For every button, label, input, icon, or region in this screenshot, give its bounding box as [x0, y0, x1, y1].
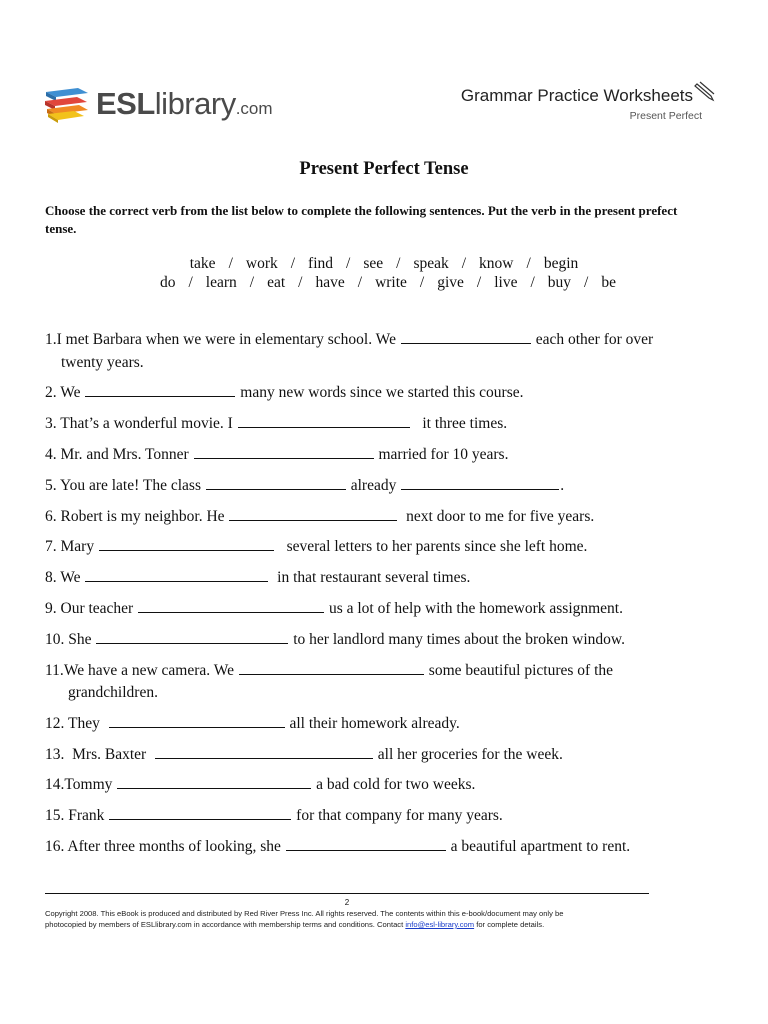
question-text-after: in that restaurant several times.: [277, 569, 471, 586]
question-number: 5.: [45, 477, 57, 494]
stacked-books-icon: [44, 84, 90, 124]
logo-esl: ESL: [96, 86, 155, 121]
verb-option: learn: [205, 274, 237, 291]
verb-option: write: [375, 274, 407, 291]
question-7: [45, 536, 587, 558]
question-13: [45, 744, 563, 766]
worksheet-title: Present Perfect Tense: [299, 159, 469, 179]
question-text-before: Mrs. Baxter: [72, 746, 147, 763]
question-number: 2.: [45, 384, 57, 401]
question-4: [45, 444, 508, 466]
question-5: [45, 475, 564, 497]
question-2: [45, 382, 524, 404]
verb-separator: /: [249, 274, 255, 291]
question-text-before: After three months of looking, she: [67, 838, 281, 855]
question-1: [45, 329, 653, 351]
answer-blank[interactable]: [238, 414, 410, 428]
question-3: [45, 413, 507, 435]
question-number: 3.: [45, 415, 57, 432]
verb-option: give: [437, 274, 464, 291]
question-16: [45, 836, 630, 858]
question-number: 13.: [45, 746, 65, 763]
question-text-after: some beautiful pictures of the: [428, 662, 614, 679]
question-text-before: Frank: [68, 807, 105, 824]
verb-option: begin: [543, 255, 579, 272]
verb-option: live: [494, 274, 518, 291]
verb-separator: /: [584, 274, 589, 291]
question-text-after: next door to me for five years.: [406, 508, 595, 525]
verb-separator: /: [298, 274, 303, 291]
logo-wordmark: [96, 86, 273, 122]
question-text-after: many new words since we started this course.: [240, 384, 524, 401]
verb-bank-row-1: [0, 255, 768, 273]
question-text-after: a beautiful apartment to rent.: [450, 838, 631, 855]
question-15: [45, 805, 503, 827]
question-text-after: .: [560, 477, 565, 494]
verb-option: buy: [547, 274, 572, 291]
question-text-before: Mr. and Mrs. Tonner: [60, 446, 189, 463]
verb-separator: /: [188, 274, 193, 291]
pencil-icon: [694, 80, 716, 102]
answer-blank[interactable]: [401, 476, 559, 490]
verb-option: do: [159, 274, 176, 291]
question-number: 6.: [45, 508, 57, 525]
question-text-before: We have a new camera. We: [63, 662, 235, 679]
question-11: [45, 660, 613, 682]
question-text-after: all their homework already.: [289, 715, 460, 732]
esl-library-logo[interactable]: [44, 84, 273, 124]
question-number: 14.: [45, 776, 65, 793]
answer-blank[interactable]: [194, 445, 374, 459]
verb-separator: /: [357, 274, 363, 291]
question-number: 9.: [45, 600, 57, 617]
question-text-after: it three times.: [422, 415, 508, 432]
question-number: 8.: [45, 569, 57, 586]
question-text-before: That’s a wonderful movie. I: [60, 415, 233, 432]
copyright-line-1: Copyright 2008. This eBook is produced and distributed by Red River Press Inc. All rights reserved. The contents within this e-book/document may only be: [45, 909, 564, 918]
answer-blank[interactable]: [85, 383, 235, 397]
verb-option: take: [189, 255, 216, 272]
verb-option: work: [245, 255, 278, 272]
question-number: 4.: [45, 446, 57, 463]
answer-blank[interactable]: [99, 537, 274, 551]
answer-blank[interactable]: [229, 507, 397, 521]
question-text-before: We: [60, 569, 81, 586]
answer-blank[interactable]: [206, 476, 346, 490]
question-text-before: I met Barbara when we were in elementary school. We: [56, 331, 396, 348]
verb-separator: /: [228, 255, 233, 272]
question-text-after: married for 10 years.: [378, 446, 509, 463]
question-number: 15.: [45, 807, 65, 824]
question-text-after: all her groceries for the week.: [377, 746, 563, 763]
question-text-after: each other for over: [535, 331, 654, 348]
footer-divider: [45, 893, 649, 894]
question-number: 10.: [45, 631, 65, 648]
question-11-continuation: grandchildren.: [68, 684, 158, 701]
question-text-after: several letters to her parents since she left home.: [286, 538, 588, 555]
verb-option: know: [479, 255, 514, 272]
contact-email-link[interactable]: info@esl-library.com: [405, 920, 475, 929]
page-number: 2: [344, 898, 350, 907]
answer-blank[interactable]: [117, 775, 311, 789]
question-number: 1.: [45, 331, 57, 348]
copyright-line-3: for complete details.: [476, 920, 545, 929]
answer-blank[interactable]: [109, 806, 291, 820]
question-9: [45, 598, 623, 620]
question-text-after: to her landlord many times about the broken window.: [293, 631, 625, 648]
answer-blank[interactable]: [138, 599, 324, 613]
answer-blank[interactable]: [401, 330, 531, 344]
copyright-notice: [45, 908, 685, 930]
question-6: [45, 506, 594, 528]
question-12: [45, 713, 460, 735]
copyright-line-2: photocopied by members of ESLlibrary.com in accordance with membership terms and conditions. Contact: [45, 920, 404, 929]
answer-blank[interactable]: [155, 745, 373, 759]
question-1-continuation: twenty years.: [61, 354, 144, 371]
question-text-after: a bad cold for two weeks.: [316, 776, 476, 793]
verb-separator: /: [530, 274, 535, 291]
series-subtitle: Present Perfect: [629, 110, 702, 122]
verb-option: have: [315, 274, 345, 291]
verb-separator: /: [461, 255, 467, 272]
series-title: Grammar Practice Worksheets: [460, 86, 693, 105]
verb-option: speak: [413, 255, 449, 272]
answer-blank[interactable]: [109, 714, 285, 728]
question-text-before: You are late! The class: [59, 477, 201, 494]
logo-library: library: [154, 86, 236, 121]
question-text-mid: already: [350, 477, 397, 494]
question-text-before: Tommy: [64, 776, 113, 793]
logo-com: .com: [235, 99, 273, 118]
verb-separator: /: [476, 274, 482, 291]
question-text-before: We: [60, 384, 81, 401]
verb-bank-row-2: [4, 274, 768, 292]
verb-option: see: [363, 255, 384, 272]
question-text-before: Mary: [60, 538, 95, 555]
answer-blank[interactable]: [239, 661, 424, 675]
verb-option: eat: [267, 274, 286, 291]
question-text-before: Robert is my neighbor. He: [60, 508, 225, 525]
verb-separator: /: [396, 255, 401, 272]
instructions: Choose the correct verb from the list below to complete the following sentences. Put the verb in the present prefect tense.: [45, 203, 678, 236]
verb-separator: /: [526, 255, 531, 272]
answer-blank[interactable]: [286, 837, 446, 851]
verb-option: find: [308, 255, 334, 272]
question-number: 7.: [45, 538, 57, 555]
question-text-after: for that company for many years.: [296, 807, 503, 824]
question-14: [45, 774, 475, 796]
question-number: 12.: [45, 715, 65, 732]
verb-separator: /: [346, 255, 351, 272]
question-text-after: us a lot of help with the homework assignment.: [328, 600, 623, 617]
verb-separator: /: [290, 255, 296, 272]
verb-option: be: [601, 274, 616, 291]
answer-blank[interactable]: [85, 568, 268, 582]
question-text-before: She: [68, 631, 92, 648]
question-text-before: Our teacher: [60, 600, 134, 617]
question-number: 16.: [45, 838, 65, 855]
question-8: [45, 567, 470, 589]
question-number: 11.: [45, 662, 64, 679]
verb-separator: /: [419, 274, 425, 291]
answer-blank[interactable]: [96, 630, 288, 644]
question-10: [45, 629, 625, 651]
question-text-before: They: [67, 715, 100, 732]
